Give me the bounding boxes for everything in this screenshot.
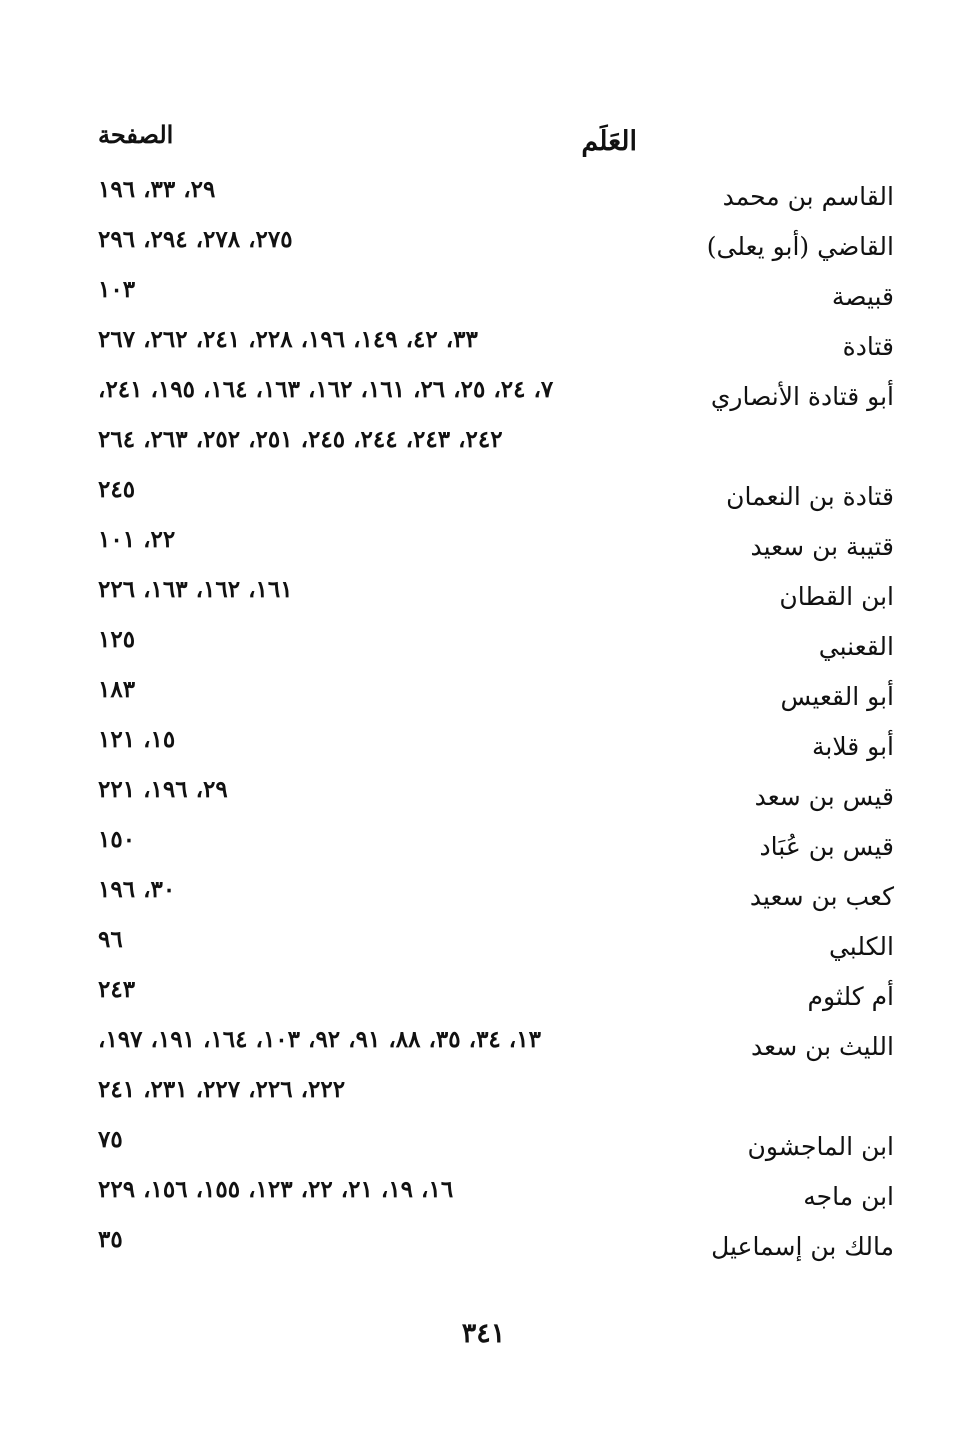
entry-page-refs bbox=[98, 970, 638, 1020]
entry-page-refs bbox=[98, 520, 638, 570]
page-ref-line: ٣٠، ١٩٦ bbox=[98, 876, 176, 903]
entry-name: ابن ماجه bbox=[803, 1182, 894, 1211]
entry-page-refs bbox=[98, 720, 638, 770]
entry-page-refs bbox=[98, 270, 638, 320]
entry-page-refs bbox=[98, 320, 638, 370]
index-entry bbox=[0, 1120, 967, 1170]
entry-page-refs bbox=[98, 470, 638, 520]
page-ref-line: ٧، ٢٤، ٢٥، ٢٦، ١٦١، ١٦٢، ١٦٣، ١٦٤، ١٩٥، ٢٤١، bbox=[98, 376, 554, 403]
entry-name: قيس بن سعد bbox=[754, 782, 894, 811]
page-ref-line: ٣٥ bbox=[98, 1226, 123, 1253]
entry-name: كعب بن سعيد bbox=[749, 882, 894, 911]
entry-name: الليث بن سعد bbox=[751, 1032, 894, 1061]
entry-name: أبو القعيس bbox=[780, 682, 894, 711]
entry-name: قتادة بن النعمان bbox=[726, 482, 894, 511]
index-entry bbox=[0, 620, 967, 670]
index-entry bbox=[0, 470, 967, 520]
entry-name: أبو قلابة bbox=[812, 732, 894, 761]
index-entry bbox=[0, 1170, 967, 1220]
index-entry bbox=[0, 220, 967, 270]
entry-page-refs bbox=[98, 1120, 638, 1170]
index-entry bbox=[0, 1220, 967, 1270]
entry-name: أم كلثوم bbox=[807, 982, 894, 1011]
page-ref-line: ٢٤٥ bbox=[98, 476, 136, 503]
entry-name: القعنبي bbox=[818, 632, 894, 661]
page-ref-line: ٧٥ bbox=[98, 1126, 123, 1153]
page-ref-line: ١٠٣ bbox=[98, 276, 136, 303]
page-ref-line: ١٢٥ bbox=[98, 626, 136, 653]
index-entry bbox=[0, 270, 967, 320]
entry-page-refs bbox=[98, 370, 638, 470]
page-ref-line: ٢٩، ١٩٦، ٢٢١ bbox=[98, 776, 228, 803]
entry-page-refs bbox=[98, 220, 638, 270]
page-ref-line: ٣٣، ٤٢، ١٤٩، ١٩٦، ٢٢٨، ٢٤١، ٢٦٢، ٢٦٧ bbox=[98, 326, 478, 353]
page-ref-line: ٢٩، ٣٣، ١٩٦ bbox=[98, 176, 216, 203]
page-ref-line: ١٦١، ١٦٢، ١٦٣، ٢٢٦ bbox=[98, 576, 293, 603]
page-ref-line: ٢٧٥، ٢٧٨، ٢٩٤، ٢٩٦ bbox=[98, 226, 293, 253]
page-ref-line: ١٥٠ bbox=[98, 826, 136, 853]
entry-name: القاضي (أبو يعلى) bbox=[706, 232, 894, 261]
index-entry bbox=[0, 520, 967, 570]
index-entry bbox=[0, 170, 967, 220]
index-entry bbox=[0, 920, 967, 970]
entry-name: ابن القطان bbox=[779, 582, 894, 611]
index-entry bbox=[0, 870, 967, 920]
name-column-heading: العَلَم bbox=[581, 126, 637, 157]
index-entry bbox=[0, 370, 967, 470]
entry-page-refs bbox=[98, 920, 638, 970]
entry-name: الكلبي bbox=[828, 932, 894, 961]
index-entry bbox=[0, 570, 967, 620]
entry-page-refs bbox=[98, 870, 638, 920]
index-entry bbox=[0, 1020, 967, 1120]
page-ref-line: ٢٢٢، ٢٢٦، ٢٢٧، ٢٣١، ٢٤١ bbox=[98, 1076, 346, 1103]
entry-page-refs bbox=[98, 620, 638, 670]
index-entries bbox=[0, 170, 967, 1270]
page-ref-line: ٢٢، ١٠١ bbox=[98, 526, 176, 553]
entry-page-refs bbox=[98, 770, 638, 820]
page-ref-line: ٢٤٢، ٢٤٣، ٢٤٤، ٢٤٥، ٢٥١، ٢٥٢، ٢٦٣، ٢٦٤ bbox=[98, 426, 503, 453]
index-entry bbox=[0, 720, 967, 770]
page-ref-line: ٩٦ bbox=[98, 926, 123, 953]
index-header bbox=[0, 118, 967, 168]
page-ref-line: ١٥، ١٢١ bbox=[98, 726, 176, 753]
entry-name: مالك بن إسماعيل bbox=[711, 1232, 894, 1261]
entry-name: قتيبة بن سعيد bbox=[750, 532, 894, 561]
entry-name: أبو قتادة الأنصاري bbox=[710, 382, 894, 411]
index-entry bbox=[0, 970, 967, 1020]
page-ref-line: ٢٤٣ bbox=[98, 976, 136, 1003]
entry-page-refs bbox=[98, 670, 638, 720]
entry-page-refs bbox=[98, 1020, 638, 1120]
index-entry bbox=[0, 820, 967, 870]
entry-name: ابن الماجشون bbox=[747, 1132, 894, 1161]
entry-page-refs bbox=[98, 570, 638, 620]
entry-page-refs bbox=[98, 1170, 638, 1220]
page-ref-line: ١٦، ١٩، ٢١، ٢٢، ١٢٣، ١٥٥، ١٥٦، ٢٢٩ bbox=[98, 1176, 454, 1203]
entry-page-refs bbox=[98, 820, 638, 870]
entry-name: قبيصة bbox=[831, 282, 894, 311]
index-entry bbox=[0, 320, 967, 370]
page-number: ٣٤١ bbox=[461, 1318, 506, 1349]
entry-name: قتادة bbox=[842, 332, 894, 361]
page-ref-line: ١٣، ٣٤، ٣٥، ٨٨، ٩١، ٩٢، ١٠٣، ١٦٤، ١٩١، ١٩٧، bbox=[98, 1026, 541, 1053]
page-column-heading: الصفحة bbox=[98, 120, 174, 149]
entry-name: القاسم بن محمد bbox=[722, 182, 894, 211]
entry-name: قيس بن عُبَاد bbox=[759, 832, 894, 861]
entry-page-refs bbox=[98, 1220, 638, 1270]
entry-page-refs bbox=[98, 170, 638, 220]
page-ref-line: ١٨٣ bbox=[98, 676, 136, 703]
index-entry bbox=[0, 770, 967, 820]
index-entry bbox=[0, 670, 967, 720]
